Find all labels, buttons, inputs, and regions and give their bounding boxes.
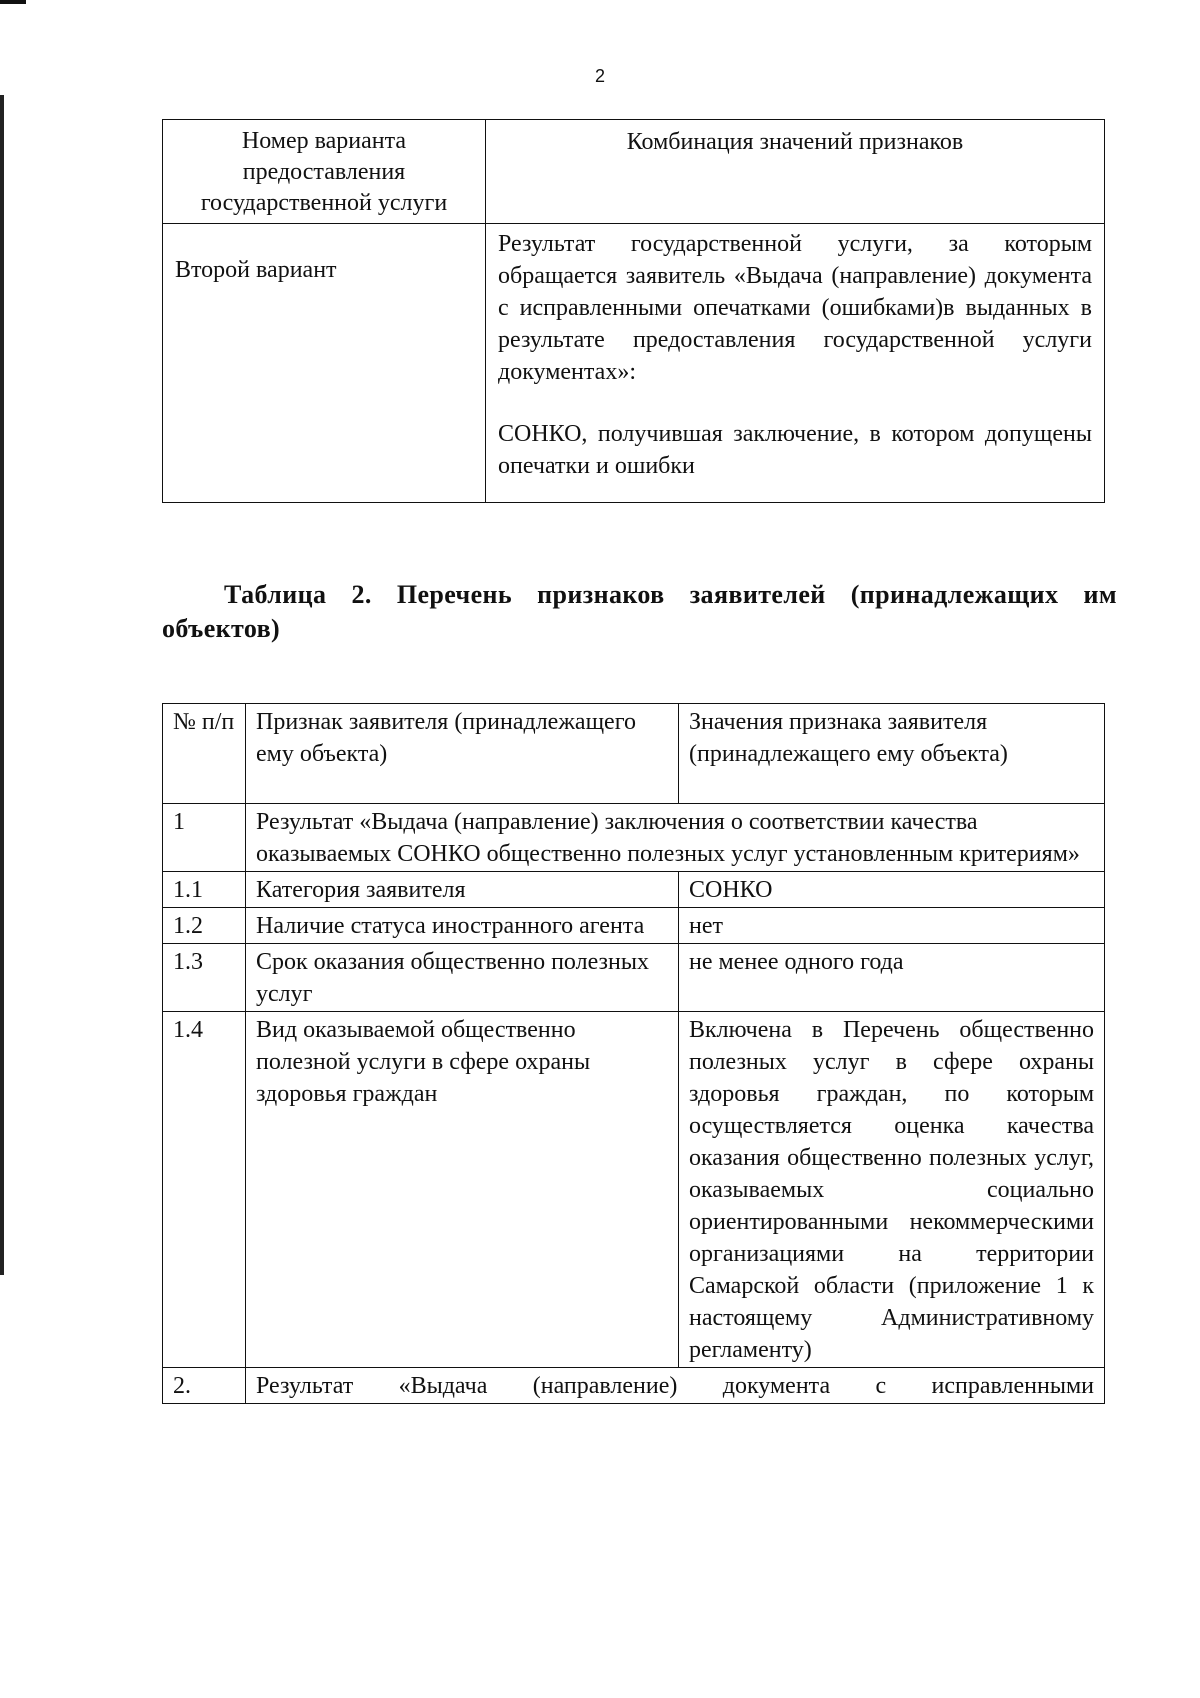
row-value: Включена в Перечень общественно полезных услуг в сфере охраны здоровья граждан, по которым осуществляется оценка качества оказания общественно полезных услуг, оказываемых социально ориентированными некоммерческими организациями на территории Самарской области (приложение 1 к настоящему Административному регламенту)	[679, 1012, 1105, 1368]
scan-artifact-left-edge	[0, 95, 4, 1275]
row-number: 1.3	[163, 944, 246, 1012]
variant-combination-cell	[486, 224, 1105, 503]
page-number: 2	[594, 66, 605, 86]
section-number: 1	[163, 804, 246, 872]
variants-header-variant-number: Номер варианта предоставления государственной услуги	[163, 120, 486, 224]
applicant-features-table	[162, 703, 1105, 1404]
section-number: 2.	[163, 1368, 246, 1404]
combination-paragraph-2: СОНКО, получившая заключение, в котором допущены опечатки и ошибки	[498, 421, 1092, 479]
table2-caption: Таблица 2. Перечень признаков заявителей (принадлежащих им объектов)	[162, 580, 1117, 643]
section-title: Результат «Выдача (направление) заключения о соответствии качества оказываемых СОНКО общественно полезных услуг установленным критериям»	[246, 804, 1105, 872]
section-title: Результат «Выдача (направление) документа с исправленными	[246, 1368, 1105, 1404]
features-table-row	[163, 908, 1105, 944]
features-section-row	[163, 804, 1105, 872]
row-value: не менее одного года	[679, 944, 1105, 1012]
features-header-value: Значения признака заявителя (принадлежащего ему объекта)	[679, 704, 1105, 804]
features-header-number: № п/п	[163, 704, 246, 804]
row-value: нет	[679, 908, 1105, 944]
row-feature: Наличие статуса иностранного агента	[246, 908, 679, 944]
row-feature: Вид оказываемой общественно полезной услуги в сфере охраны здоровья граждан	[246, 1012, 679, 1368]
features-section-row	[163, 1368, 1105, 1404]
features-header-feature: Признак заявителя (принадлежащего ему объекта)	[246, 704, 679, 804]
variants-header-combination: Комбинация значений признаков	[486, 120, 1105, 224]
combination-paragraph-1: Результат государственной услуги, за которым обращается заявитель «Выдача (направление) документа с исправленными опечатками (ошибками)в выданных в результате предоставления государственной услуги документах»:	[498, 231, 1092, 385]
features-table-row	[163, 1012, 1105, 1368]
features-table-row	[163, 872, 1105, 908]
features-table-header-row	[163, 704, 1105, 804]
row-number: 1.1	[163, 872, 246, 908]
row-value: СОНКО	[679, 872, 1105, 908]
variant-name-cell: Второй вариант	[163, 224, 486, 503]
variants-table	[162, 119, 1105, 503]
row-number: 1.2	[163, 908, 246, 944]
row-feature: Срок оказания общественно полезных услуг	[246, 944, 679, 1012]
row-feature: Категория заявителя	[246, 872, 679, 908]
row-number: 1.4	[163, 1012, 246, 1368]
variants-table-header-row	[163, 120, 1105, 224]
variants-table-row	[163, 224, 1105, 503]
scan-artifact-top	[0, 0, 26, 4]
features-table-row	[163, 944, 1105, 1012]
